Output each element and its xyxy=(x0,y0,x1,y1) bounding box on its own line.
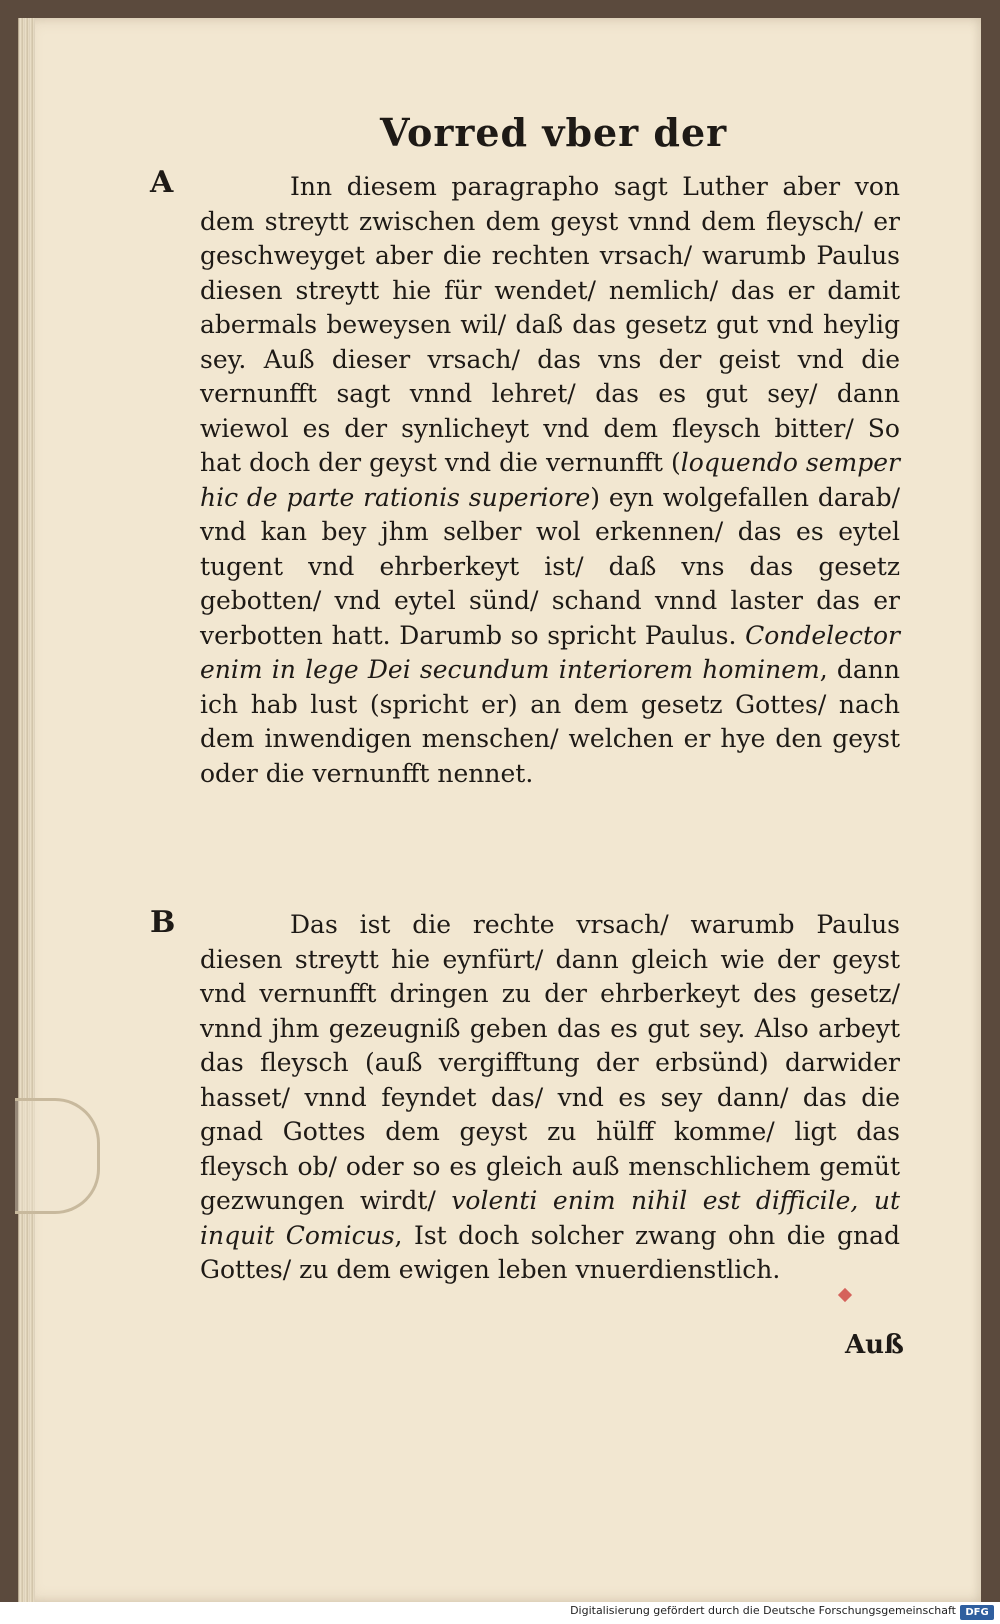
catchword: Auß xyxy=(845,1330,904,1360)
section-marker-b: B xyxy=(150,905,176,940)
paragraph-b xyxy=(200,908,900,1288)
book-clasp xyxy=(15,1098,100,1214)
paragraph-a xyxy=(200,170,900,791)
paragraph-a-text-1: Inn diesem paragrapho sagt Luther aber von dem streytt zwischen dem geyst vnnd dem fleysch/ er geschweyget aber die rechten vrsach/ warumb Paulus diesen streytt hie für wendet/ nemlich/ das er damit abermals beweysen wil/ daß das gesetz gut vnd heylig sey. Auß dieser vrsach/ das vns der geist vnd die vernunfft sagt vnnd lehret/ das es gut sey/ dann wiewol es der synlicheyt vnd dem fleysch bitter/ So hat doch der geyst vnd die vernunfft ( xyxy=(200,172,900,477)
paragraph-a-latin-1: loquendo semper hic de parte rationis superiore xyxy=(200,448,900,512)
paragraph-b-text-2: , Ist doch solcher zwang ohn die gnad Gottes/ zu dem ewigen leben vnuerdienstlich. xyxy=(200,1220,900,1284)
section-marker-a: A xyxy=(150,165,174,200)
paragraph-a-latin-2: Condelector enim in lege Dei secundum interiorem hominem xyxy=(200,620,900,684)
paragraph-a-text-3: , dann ich hab lust (spricht er) an dem gesetz Gottes/ nach dem inwendigen menschen/ welchen er hye den geyst oder die vernunfft nennet. xyxy=(200,655,900,788)
paragraph-a-text-2: ) eyn wolgefallen darab/ vnd kan bey jhm selber wol erkennen/ das es eytel tugent vnd ehrberkeyt ist/ daß vns das gesetz gebotten/ vnd eytel sünd/ schand vnnd laster das er verbotten hatt. Darumb so spricht Paulus. xyxy=(200,482,901,650)
running-title: Vorred vber der xyxy=(380,110,728,155)
dfg-logo-icon: DFG xyxy=(960,1605,994,1620)
digitization-credit: Digitalisierung gefördert durch die Deutsche Forschungsgemeinschaft xyxy=(570,1604,956,1617)
paragraph-b-latin-1: volenti enim nihil est difficile, ut inquit Comicus xyxy=(200,1186,901,1250)
paragraph-b-text-1: Das ist die rechte vrsach/ warumb Paulus diesen streytt hie eynfürt/ dann gleich wie der geyst vnd vernunfft dringen zu der ehrberkeyt des gesetz/ vnnd jhm gezeugniß geben das es gut sey. Also arbeyt das fleysch (auß vergifftung der erbsünd) darwider hasset/ vnnd feyndet das/ vnd es sey dann/ das die gnad Gottes dem geyst zu hülff komme/ ligt das fleysch ob/ oder so es gleich auß menschlichem gemüt gezwungen wirdt/ xyxy=(200,910,900,1215)
page-edges xyxy=(19,18,35,1602)
